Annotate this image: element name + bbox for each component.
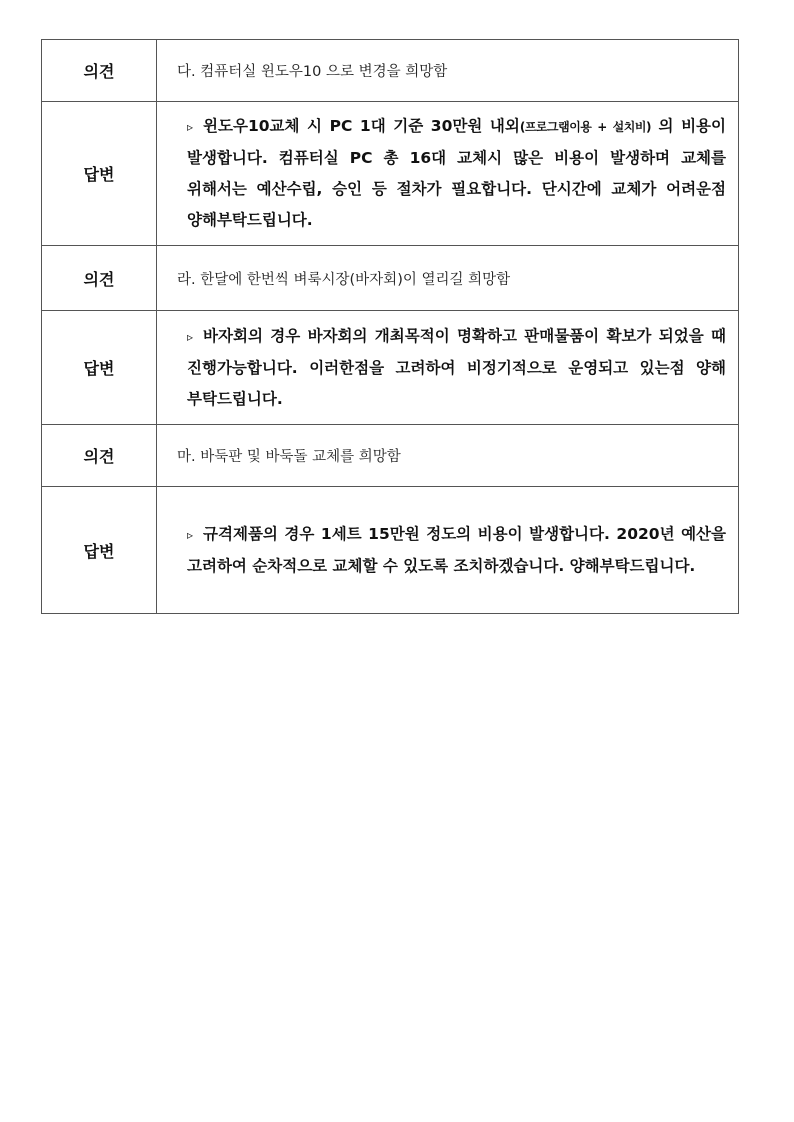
bullet-icon: ▹: [187, 120, 194, 134]
answer-text: 규격제품의 경우 1세트 15만원 정도의 비용이 발생합니다. 2020년 예산을 고려하여 순차적으로 교체할 수 있도록 조치하겠습니다. 양해부탁드립니다.: [187, 524, 726, 575]
answer-label: 답변: [42, 311, 157, 425]
answer-note: (프로그램이용 + 설치비): [519, 120, 651, 134]
opinion-answer-table: [41, 39, 739, 614]
opinion-label: 의견: [42, 246, 157, 311]
answer-text: 바자회의 경우 바자회의 개최목적이 명확하고 판매물품이 확보가 되었을 때 진행가능합니다. 이러한점을 고려하여 비정기적으로 운영되고 있는점 양해 부탁드립니다.: [187, 326, 726, 408]
opinion-row: [42, 425, 739, 487]
answer-label: 답변: [42, 487, 157, 614]
answer-label: 답변: [42, 102, 157, 246]
bullet-icon: ▹: [187, 329, 194, 344]
opinion-row: [42, 40, 739, 102]
answer-row: [42, 487, 739, 614]
bullet-icon: ▹: [187, 527, 194, 542]
opinion-text: 라. 한달에 한번씩 벼룩시장(바자회)이 열리길 희망함: [157, 246, 739, 311]
opinion-label: 의견: [42, 425, 157, 487]
opinion-row: [42, 246, 739, 311]
answer-cell: [157, 487, 739, 614]
opinion-text: 다. 컴퓨터실 윈도우10 으로 변경을 희망함: [157, 40, 739, 102]
opinion-text: 마. 바둑판 및 바둑돌 교체를 희망함: [157, 425, 739, 487]
answer-text: 윈도우10교체 시 PC 1대 기준 30만원 내외: [203, 117, 520, 135]
answer-cell: [157, 311, 739, 425]
answer-row: [42, 311, 739, 425]
answer-cell: [157, 102, 739, 246]
opinion-label: 의견: [42, 40, 157, 102]
answer-text-cont: 의 비용이 발생합니다. 컴퓨터실 PC 총 16대 교체시 많은 비용이 발생하며 교체를 위해서는 예산수립, 승인 등 절차가 필요합니다. 단시간에 교체가 어려운점 양해부탁드립니다.: [187, 117, 727, 229]
answer-row: [42, 102, 739, 246]
